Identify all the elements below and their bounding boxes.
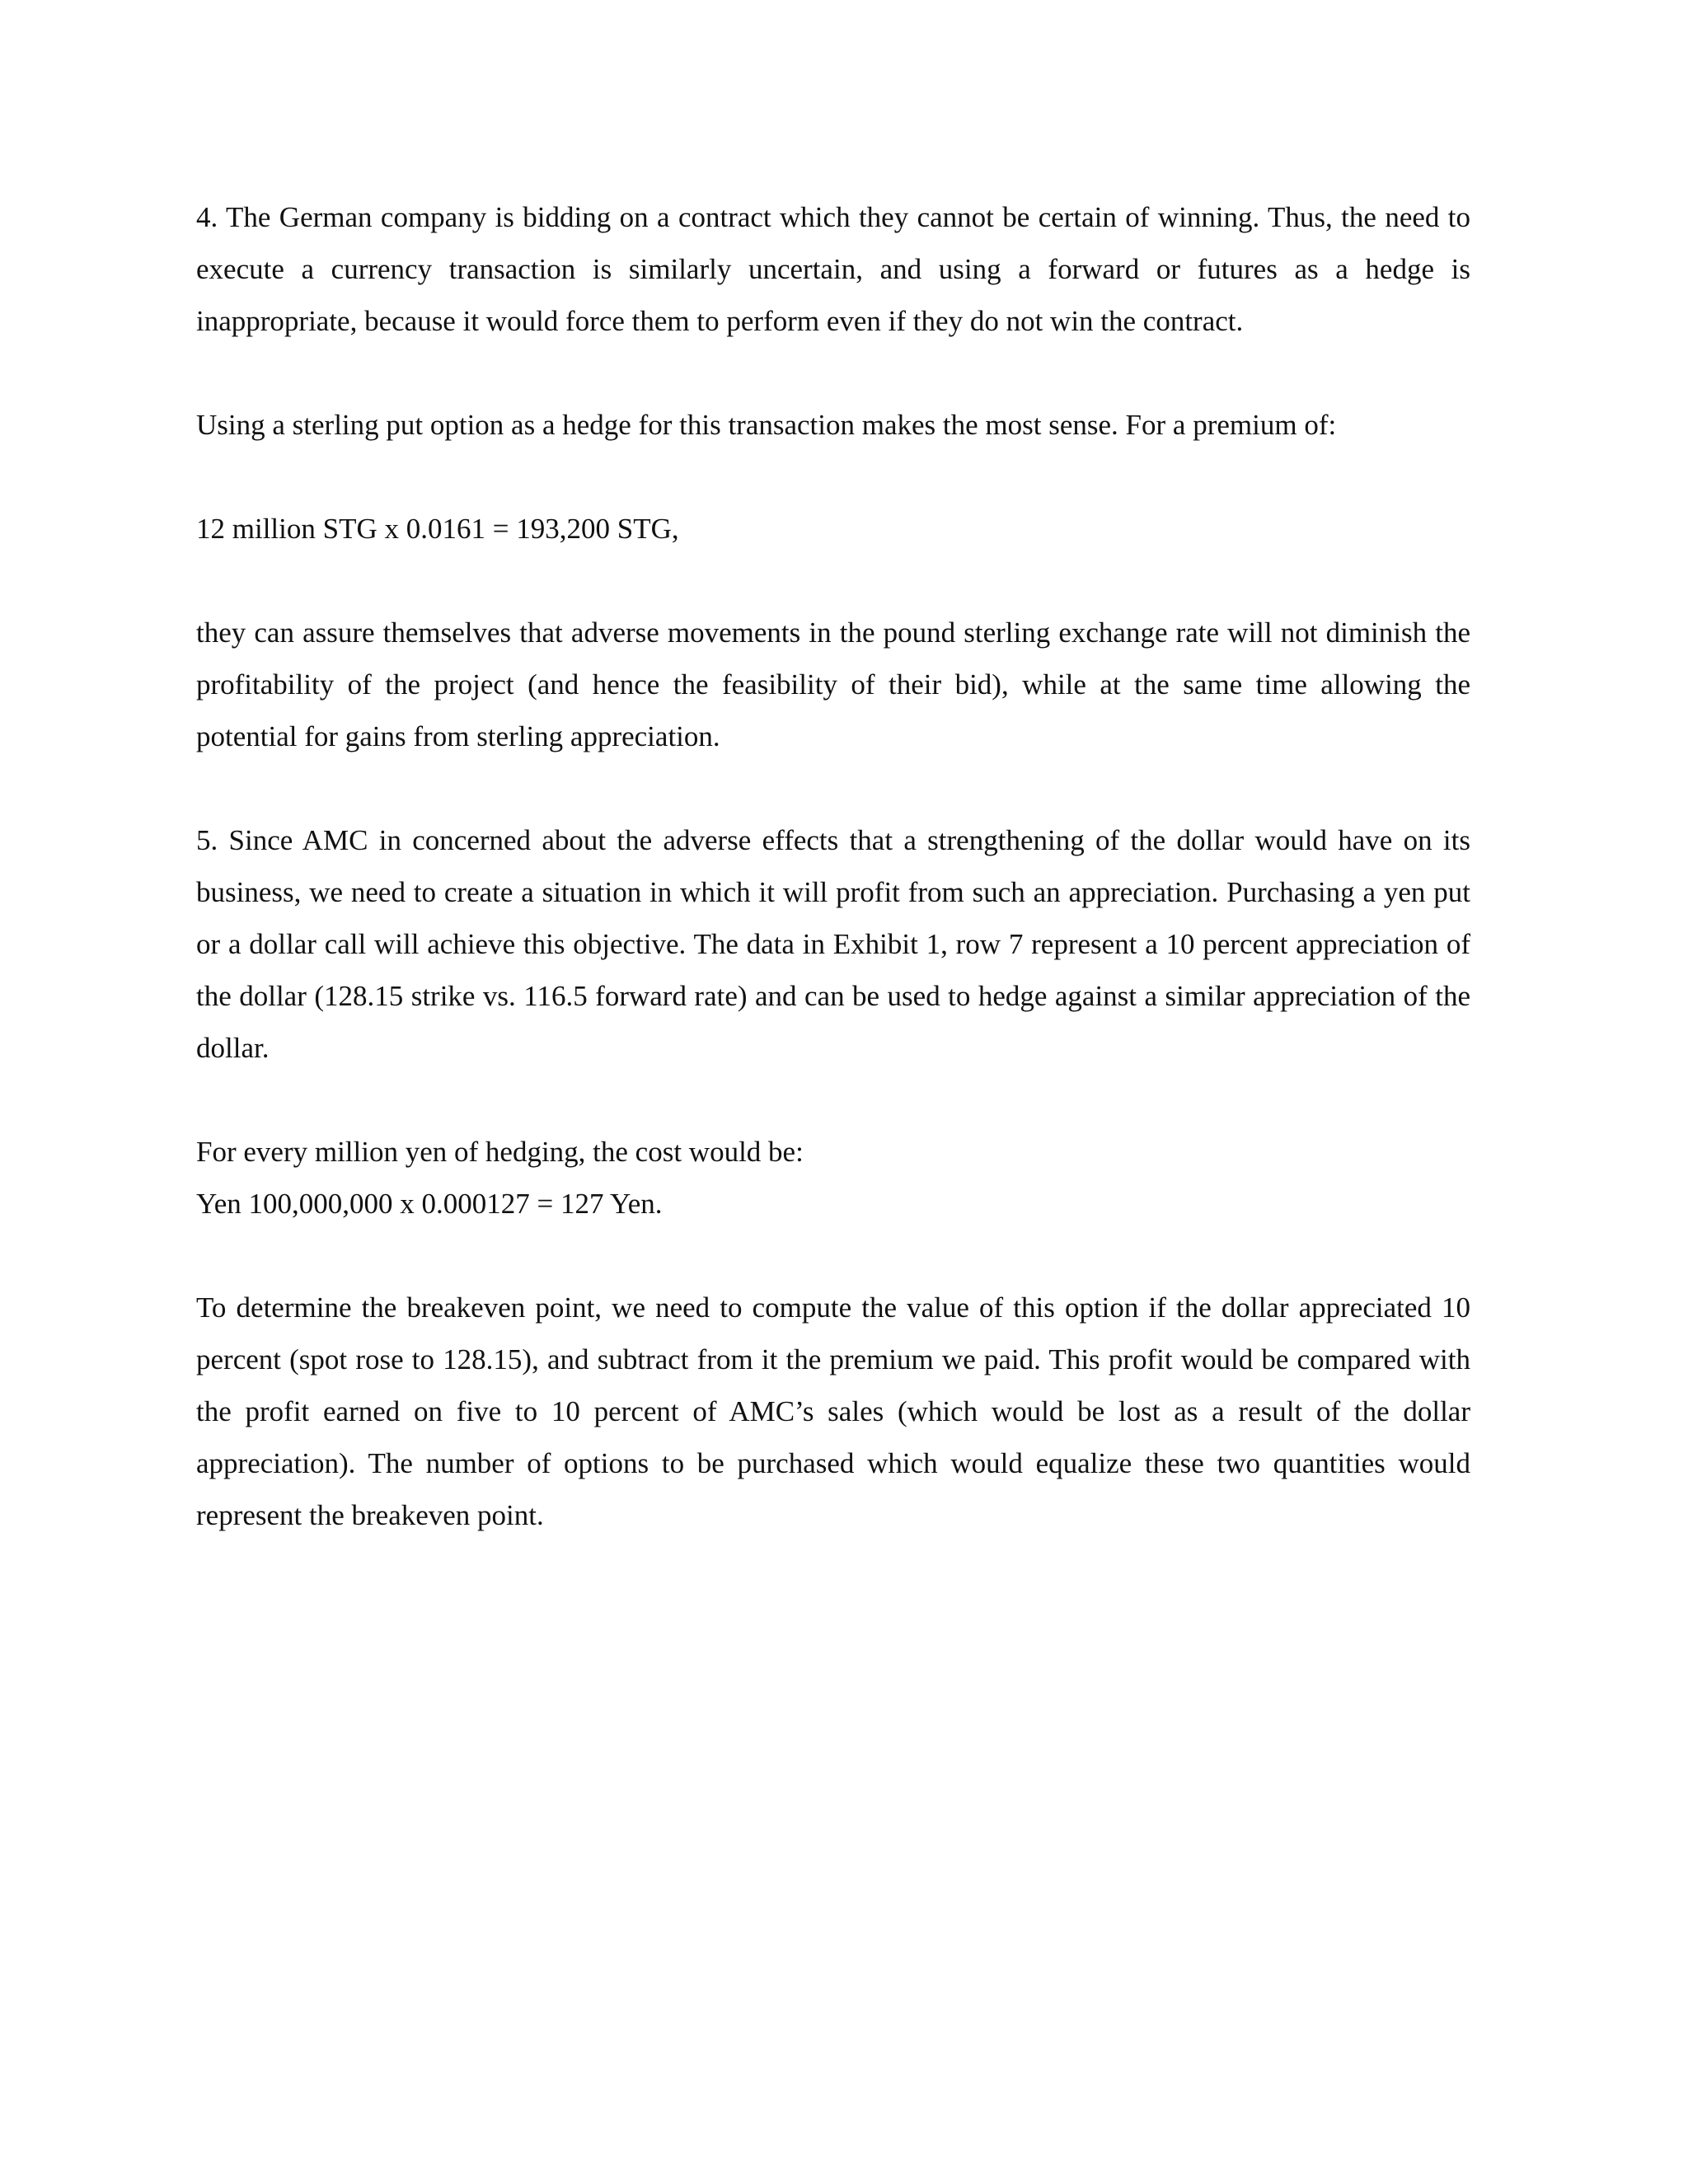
paragraph-breakeven: To determine the breakeven point, we need to compute the value of this option if the dollar appreciated 10 percent (spot rose to 128.15), and subtract from it the premium we paid. This profit would be compared with the profit earned on five to 10 percent of AMC’s sales (which would be lost as a result of the dollar appreciation). The number of options to be purchased which would equalize these two quantities would represent the breakeven point. [196,1291,1470,1531]
paragraph-yen-calculation: Yen 100,000,000 x 0.000127 = 127 Yen. [196,1188,663,1220]
paragraph-hedging-cost-intro: For every million yen of hedging, the cost would be: [196,1136,804,1168]
document-page [196,191,1470,1593]
paragraph-premium-calculation: 12 million STG x 0.0161 = 193,200 STG, [196,513,679,545]
paragraph-sterling-put-option: Using a sterling put option as a hedge for this transaction makes the most sense. For a premium of: [196,409,1337,441]
paragraph-5-amc: 5. Since AMC in concerned about the adverse effects that a strengthening of the dollar would have on its business, we need to create a situation in which it will profit from such an appreciation. Purchasing a yen put or a dollar call will achieve this objective. The data in Exhibit 1, row 7 represent a 10 percent appreciation of the dollar (128.15 strike vs. 116.5 forward rate) and can be used to hedge against a similar appreciation of the dollar. [196,824,1470,1064]
paragraph-4-german-company: 4. The German company is bidding on a contract which they cannot be certain of winning. Thus, the need to execute a currency transaction is similarly uncertain, and using a forward or futures as a hedge is inappropriate, because it would force them to perform even if they do not win the contract. [196,201,1470,337]
paragraph-assurance: they can assure themselves that adverse movements in the pound sterling exchange rate will not diminish the profitability of the project (and hence the feasibility of their bid), while at the same time allowing the potential for gains from sterling appreciation. [196,616,1470,752]
